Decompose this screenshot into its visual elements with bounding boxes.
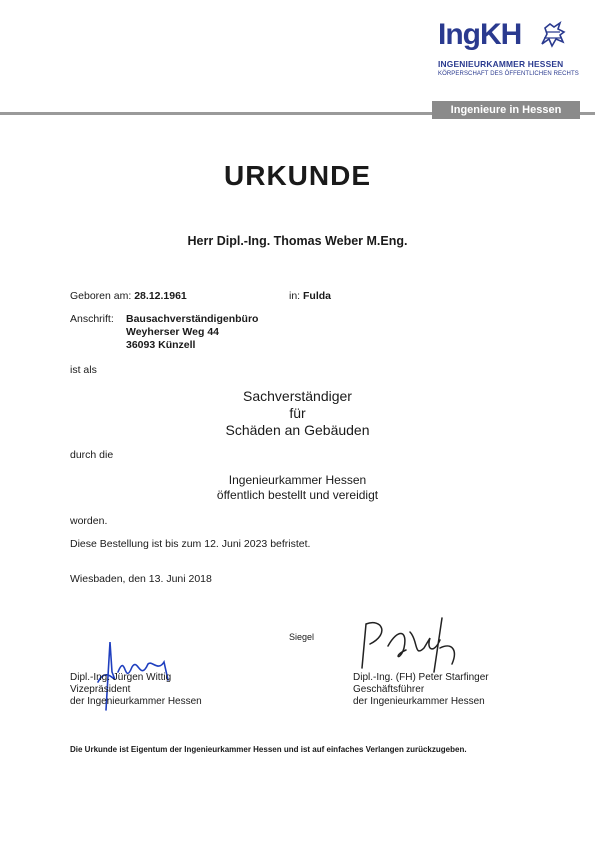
is-as-text: ist als [70, 364, 97, 376]
signature-right-icon [348, 610, 468, 680]
lion-emblem-icon [538, 20, 568, 50]
logo-wordmark: IngKH [438, 18, 522, 51]
by-text: durch die [70, 449, 114, 461]
signatory-left-name: Dipl.-Ing. Jürgen Wittig [70, 672, 172, 683]
address-line-3: 36093 Künzell [126, 339, 196, 351]
birth-date-label: Geboren am: [70, 290, 132, 302]
signatory-left-role: Vizepräsident [70, 684, 131, 695]
signatory-right-name: Dipl.-Ing. (FH) Peter Starfinger [353, 672, 489, 683]
address-label: Anschrift: [70, 313, 114, 325]
appointment-line-1: Sachverständiger [243, 388, 352, 404]
birth-date: 28.12.1961 [134, 290, 187, 302]
birth-place-value: Fulda [303, 290, 332, 302]
ingkh-logo [438, 18, 579, 90]
authority-line-2: öffentlich bestellt und vereidigt [216, 488, 379, 502]
place-date: Wiesbaden, den 13. Juni 2018 [70, 573, 212, 585]
address-line-2: Weyherser Weg 44 [126, 326, 219, 338]
seal-label: Siegel [289, 632, 315, 642]
appointment-line-2: für [289, 405, 306, 421]
signatory-right-role: Geschäftsführer [353, 684, 425, 695]
footer-notice: Die Urkunde ist Eigentum der Ingenieurkammer Hessen und ist auf einfaches Verlangen zurückzugeben. [70, 745, 467, 754]
birth-place [289, 290, 331, 302]
certificate-holder: Herr Dipl.-Ing. Thomas Weber M.Eng. [187, 234, 408, 248]
signatory-left-org: der Ingenieurkammer Hessen [70, 696, 202, 707]
logo-line-1: INGENIEURKAMMER HESSEN [438, 59, 564, 69]
birth-place-label: in: [289, 290, 301, 302]
birth-label [70, 290, 187, 302]
address-line-1: Bausachverständigenbüro [126, 313, 259, 325]
signatory-right-org: der Ingenieurkammer Hessen [353, 696, 485, 707]
term-text: Diese Bestellung ist bis zum 12. Juni 2023 befristet. [70, 538, 311, 550]
done-text: worden. [70, 515, 108, 527]
appointment-line-3: Schäden an Gebäuden [225, 422, 370, 438]
authority-line-1: Ingenieurkammer Hessen [228, 473, 367, 487]
logo-line-2: KÖRPERSCHAFT DES ÖFFENTLICHEN RECHTS [438, 71, 579, 77]
document-title: URKUNDE [224, 160, 371, 191]
header-banner: Ingenieure in Hessen [432, 101, 580, 119]
